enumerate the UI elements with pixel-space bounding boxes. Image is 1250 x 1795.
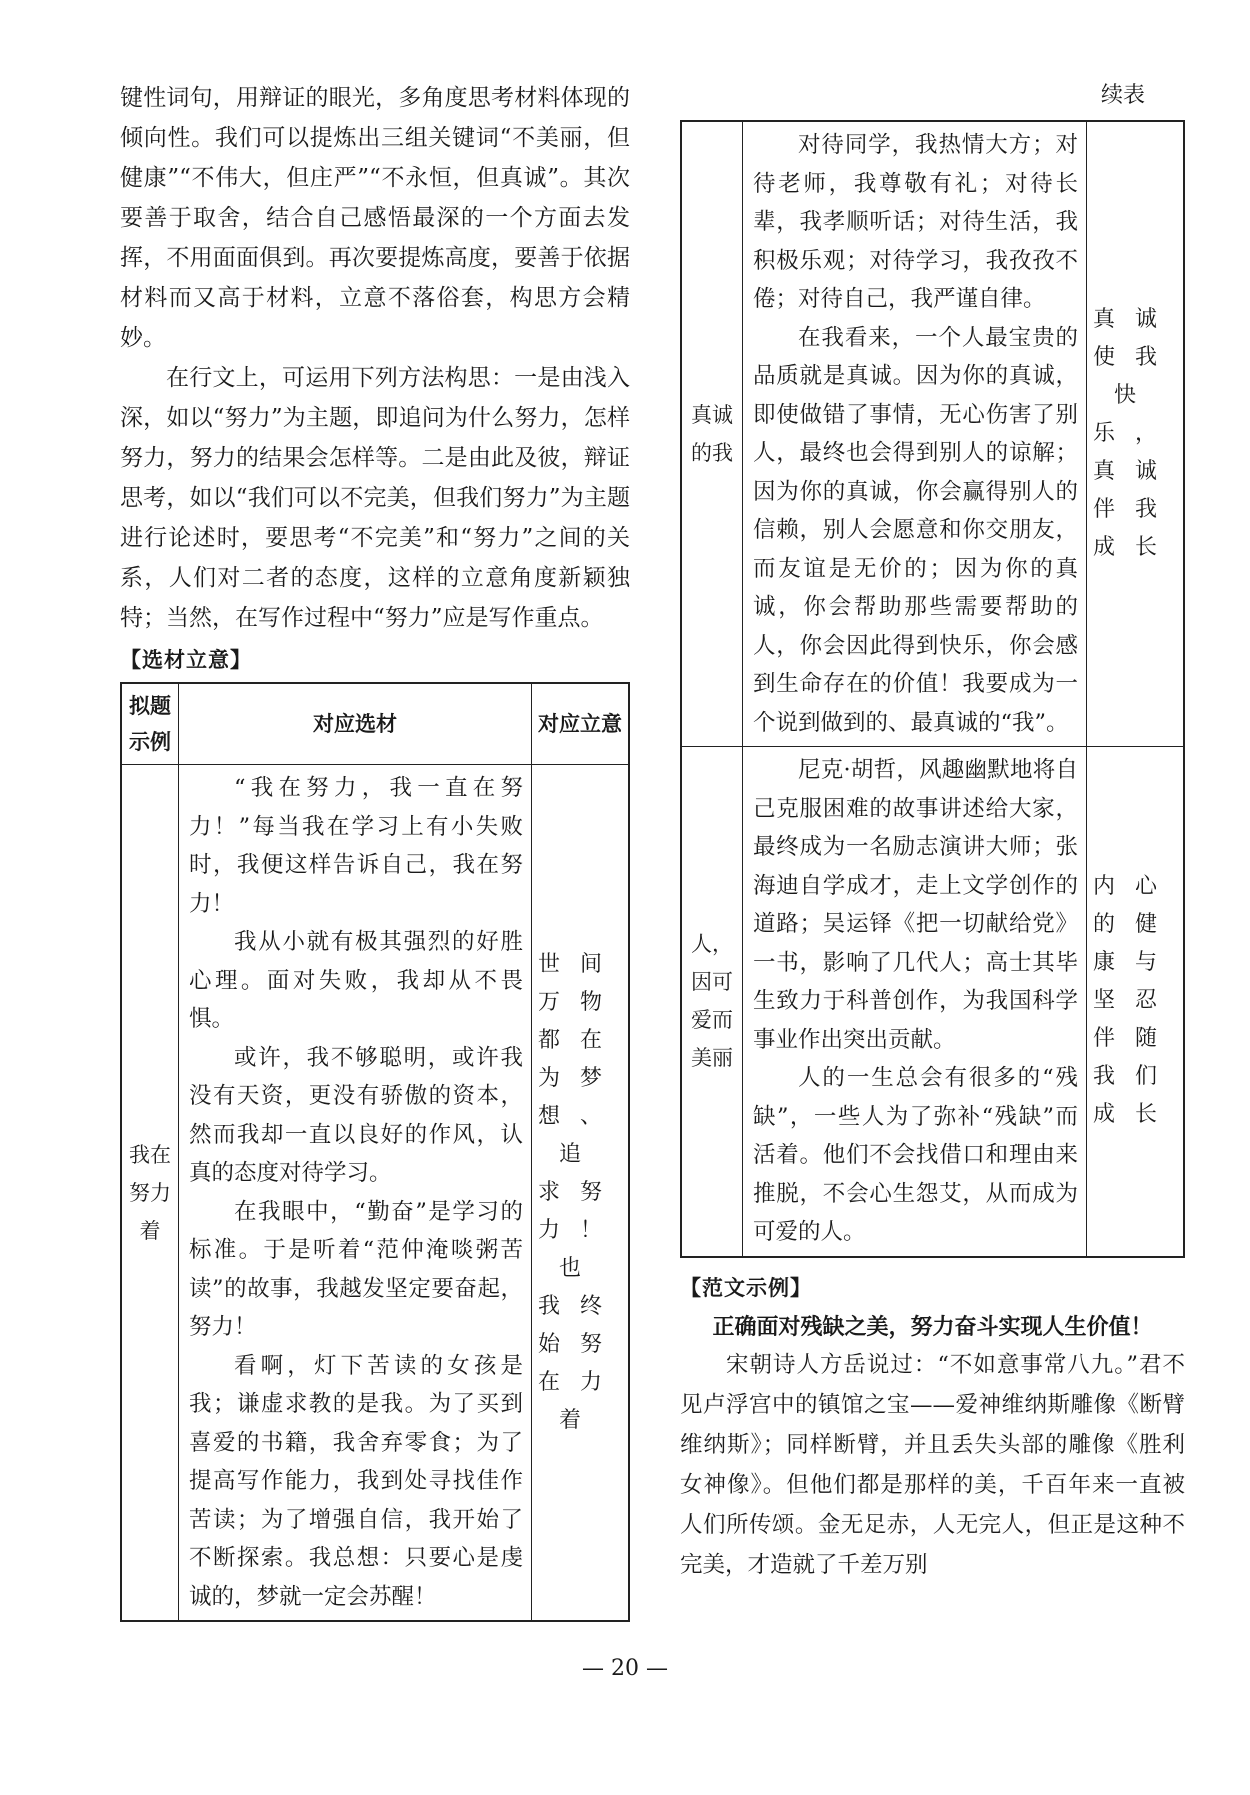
idea-line: 成长	[1093, 535, 1178, 560]
table-header-row	[121, 683, 629, 765]
essay-text: 宋朝诗人方岳说过：“不如意事常八九。”君不见卢浮宫中的镇馆之宝——爱神维纳斯雕像《断臂维纳斯》；同样断臂，并且丢失头部的雕像《胜利女神像》。但他们都是那样的美，千百年来一直被人们所传颂。金无足赤，人无完人，但正是这种不完美，才造就了千差万别	[680, 1351, 1185, 1578]
row-idea	[531, 765, 629, 1622]
material-paragraph: 我从小就有极其强烈的好胜心理。面对失败，我却从不畏惧。	[189, 929, 523, 1032]
row-material	[179, 765, 532, 1622]
idea-line: 坚忍	[1093, 988, 1178, 1014]
material-paragraph: 尼克·胡哲，风趣幽默地将自己克服困难的故事讲述给大家，最终成为一名励志演讲大师；张海迪自学成才，走上文学创作的道路；吴运铎《把一切献给党》一书，影响了几代人；高士其毕生致力于科普创作，为我国科学事业作出突出贡献。	[753, 757, 1078, 1053]
left-column	[120, 78, 630, 1622]
section-title-material: 【选材立意】	[120, 648, 252, 672]
continued-label: 续表	[1100, 83, 1145, 108]
intro-paragraph-2: 在行文上，可运用下列方法构思：一是由浅入深，如以“努力”为主题，即追问为什么努力，怎样努力，努力的结果会怎样等。二是由此及彼，辩证思考，如以“我们可以不完美，但我们努力”为主题进行论述时，要思考“不完美”和“努力”之间的关系，人们对二者的态度，这样的立意角度新颖独特；当然，在写作过程中“努力”应是写作重点。	[120, 365, 630, 631]
header-idea: 对应立意	[531, 683, 629, 765]
idea-line: 始努	[537, 1331, 622, 1357]
header-title-example: 拟题示例	[121, 683, 179, 765]
header-material: 对应选材	[179, 683, 532, 765]
section-title-essay: 【范文示例】	[680, 1275, 812, 1300]
material-paragraph: “我在努力，我一直在努力！”每当我在学习上有小失败时，我便这样告诉自己，我在努力！	[189, 775, 523, 917]
idea-line: 使我	[1093, 345, 1178, 370]
idea-line: 在力	[537, 1369, 622, 1395]
table-row	[681, 121, 1184, 747]
material-paragraph: 看啊，灯下苦读的女孩是我；谦虚求教的是我。为了买到喜爱的书籍，我舍弃零食；为了提高写作能力，我到处寻找佳作苦读；为了增强自信，我开始了不断探索。我总想：只要心是虔诚的，梦就一定会苏醒！	[189, 1352, 523, 1610]
right-column	[680, 78, 1185, 1585]
idea-line: 内心	[1093, 874, 1178, 900]
idea-line: 世间	[537, 951, 622, 977]
table-row	[681, 747, 1184, 1257]
idea-line: 的健	[1093, 912, 1178, 938]
idea-line: 快乐，	[1093, 383, 1178, 446]
material-paragraph: 人的一生总会有很多的“残缺”，一些人为了弥补“残缺”而活着。他们不会找借口和理由来推脱，不会心生怨艾，从而成为可爱的人。	[753, 1065, 1078, 1245]
material-paragraph: 在我眼中，“勤奋”是学习的标准。于是听着“范仲淹啖粥苦读”的故事，我越发坚定要奋起，努力！	[189, 1198, 523, 1340]
material-paragraph: 对待同学，我热情大方；对待老师，我尊敬有礼；对待长辈，我孝顺听话；对待生活，我积极乐观；对待学习，我孜孜不倦；对待自己，我严谨自律。	[753, 132, 1078, 312]
row-title: 我在努力着	[121, 765, 179, 1622]
row-material	[743, 747, 1087, 1257]
idea-line: 我终	[537, 1293, 622, 1319]
row-idea	[1087, 747, 1185, 1257]
idea-line: 想、追	[537, 1103, 622, 1167]
idea-line: 伴我	[1093, 497, 1178, 522]
idea-line: 都在	[537, 1027, 622, 1053]
idea-line: 真诚	[1093, 459, 1178, 484]
material-paragraph: 或许，我不够聪明，或许我没有天资，更没有骄傲的资本，然而我却一直以良好的作风，认真的态度对待学习。	[189, 1044, 523, 1186]
essay-title: 正确面对残缺之美，努力奋斗实现人生价值！	[712, 1314, 1153, 1340]
idea-line: 着	[558, 1407, 601, 1433]
idea-line: 成长	[1093, 1102, 1178, 1128]
idea-line: 康与	[1093, 950, 1178, 976]
row-idea	[1087, 121, 1185, 747]
idea-line: 真诚	[1093, 307, 1178, 332]
row-material	[743, 121, 1087, 747]
idea-line: 力！也	[537, 1217, 622, 1281]
idea-line: 为梦	[537, 1065, 622, 1091]
material-table-right	[680, 120, 1185, 1258]
idea-line: 我们	[1093, 1064, 1178, 1090]
idea-line: 万物	[537, 989, 622, 1015]
material-table-left	[120, 682, 630, 1622]
row-title: 真诚的我	[681, 121, 743, 747]
idea-line: 求努	[537, 1179, 622, 1205]
material-paragraph: 在我看来，一个人最宝贵的品质就是真诚。因为你的真诚，即使做错了事情，无心伤害了别人，最终也会得到别人的谅解；因为你的真诚，你会赢得别人的信赖，别人会愿意和你交朋友，而友谊是无价的；因为你的真诚，你会帮助那些需要帮助的人，你会因此得到快乐，你会感到生命存在的价值！我要成为一个说到做到的、最真诚的“我”。	[753, 324, 1078, 736]
row-title: 人，因可爱而美丽	[681, 747, 743, 1257]
intro-paragraph-1: 键性词句，用辩证的眼光，多角度思考材料体现的倾向性。我们可以提炼出三组关键词“不美丽，但健康”“不伟大，但庄严”“不永恒，但真诚”。其次要善于取舍，结合自己感悟最深的一个方面去发挥，不用面面俱到。再次要提炼高度，要善于依据材料而又高于材料，立意不落俗套，构思方会精妙。	[120, 85, 630, 351]
table-row	[121, 765, 629, 1622]
page-number: — 20 —	[582, 1656, 668, 1681]
idea-line: 伴随	[1093, 1026, 1178, 1052]
